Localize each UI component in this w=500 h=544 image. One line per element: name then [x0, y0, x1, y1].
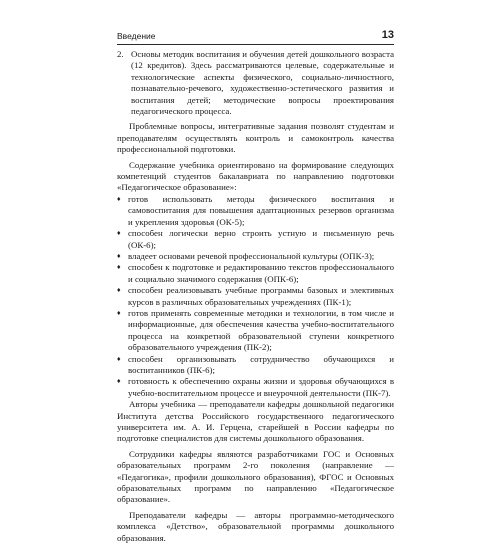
- paragraph: Авторы учебника — преподаватели кафедры дошкольной педагогики Института детства Российского государственного педагогического университета им. А. И. Герцена, старейшей в России кафедры по подготовке специалистов для системы дошкольного образования.: [117, 399, 394, 444]
- list-item: ♦ готовность к обеспечению охраны жизни и здоровья обучающихся в учебно-воспитательном процессе и внеурочной деятельности (ПК-7).: [117, 376, 394, 398]
- competency-list: [117, 194, 394, 399]
- list-item: ♦ способен реализовывать учебные программы базовых и элективных курсов в различных образовательных учреждениях (ПК-1);: [117, 285, 394, 307]
- item-number: 2.: [117, 49, 124, 59]
- paragraph: Преподаватели кафедры — авторы программно-методического комплекса «Детство», образовательной программы дошкольного образования.: [117, 509, 394, 543]
- page-header: [117, 30, 394, 45]
- list-item: ♦ способен логически верно строить устную и письменную речь (ОК-6);: [117, 228, 394, 250]
- diamond-bullet-icon: ♦: [117, 251, 121, 260]
- list-item: ♦ готов использовать методы физического воспитания и самовоспитания для повышения адаптационных резервов организма и укрепления здоровья (ОК-5);: [117, 193, 394, 227]
- paragraph: Содержание учебника ориентировано на формирование следующих компетенций студентов бакалавриата по направлению подготовки «Педагогическое образование»:: [117, 159, 394, 193]
- diamond-bullet-icon: ♦: [117, 194, 121, 203]
- paragraph: Проблемные вопросы, интегративные задания позволят студентам и преподавателям осуществлять контроль и самоконтроль качества профессиональной подготовки.: [117, 121, 394, 155]
- paragraph: Сотрудники кафедры являются разработчиками ГОС и Основных образовательных программ 2-го поколения (направление — «Педагогика», профили дошкольного образования), ФГОС и Основных образовательных программ по направлению «Педагогическое образование».: [117, 448, 394, 505]
- diamond-bullet-icon: ♦: [117, 377, 121, 386]
- diamond-bullet-icon: ♦: [117, 308, 121, 317]
- page-body: [117, 49, 394, 544]
- item-text: Основы методик воспитания и обучения детей дошкольного возраста (12 кредитов). Здесь рассматриваются целевые, содержательные и технологические аспекты физического, социально-личностного, познавательно-речевого, художественно-эстетического развития и воспитания детей; методические вопросы проектирования педагогического процесса.: [131, 49, 394, 117]
- numbered-item: [117, 49, 394, 117]
- page-number: 13: [381, 29, 394, 41]
- diamond-bullet-icon: ♦: [117, 263, 121, 272]
- list-item: ♦ готов применять современные методики и технологии, в том числе и информационные, для обеспечения качества учебно-воспитательного процесса на конкретной образовательной ступени конкретного образовательного учреждения (ПК-2);: [117, 307, 394, 353]
- list-item: ♦ владеет основами речевой профессиональной культуры (ОПК-3);: [117, 250, 375, 261]
- list-item: ♦ способен организовывать сотрудничество обучающихся и воспитанников (ПК-6);: [117, 353, 394, 375]
- list-item: ♦ способен к подготовке и редактированию текстов профессионального и социально значимого содержания (ОПК-6);: [117, 262, 394, 284]
- diamond-bullet-icon: ♦: [117, 286, 121, 295]
- diamond-bullet-icon: ♦: [117, 229, 121, 238]
- running-head: Введение: [117, 31, 156, 41]
- diamond-bullet-icon: ♦: [117, 354, 121, 363]
